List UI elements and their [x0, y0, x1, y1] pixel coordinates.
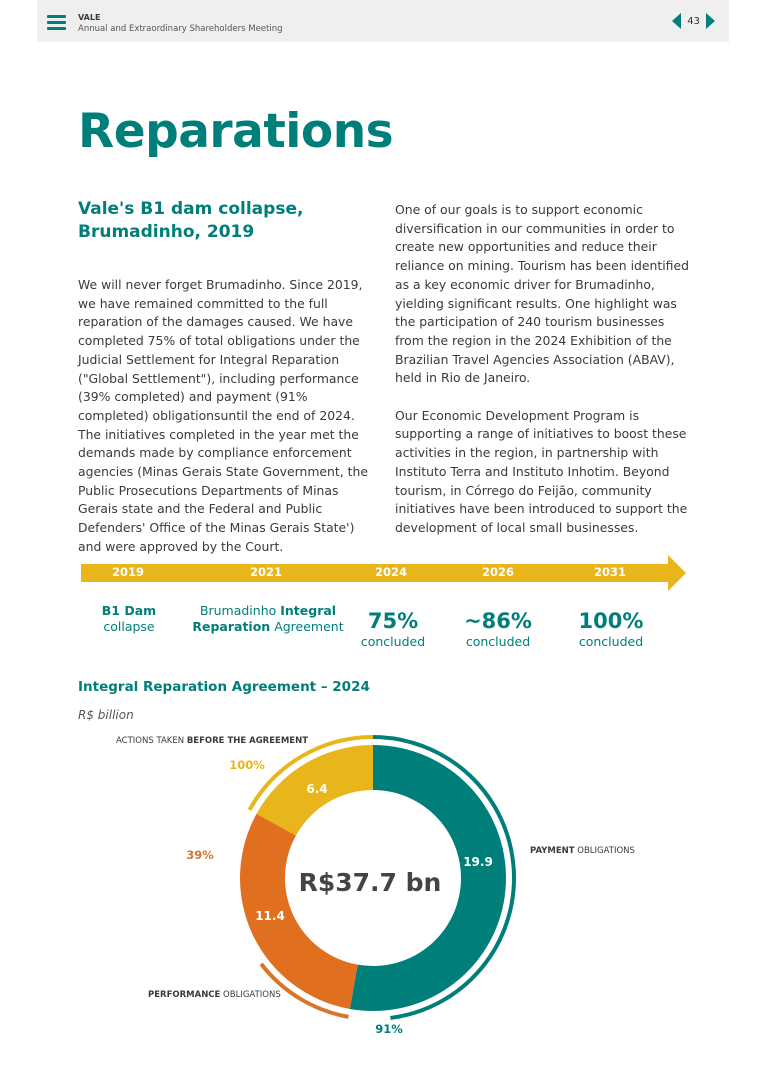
slice-label-before: 6.4	[306, 782, 328, 796]
milestone-2024	[351, 609, 435, 650]
milestone-2021-pre: Brumadinho	[199, 603, 281, 618]
timeline-year-2024: 2024	[374, 565, 407, 579]
chart-title: Integral Reparation Agreement – 2024	[78, 679, 370, 695]
chart-unit: R$ billion	[78, 708, 134, 722]
timeline-year-2031: 2031	[593, 565, 626, 579]
legend-before	[116, 736, 308, 746]
legend-performance-rest: OBLIGATIONS	[220, 990, 281, 1000]
milestone-2021-bold2: Reparation	[192, 619, 271, 634]
page-number: 43	[687, 15, 700, 27]
milestone-2026-value: ~86%	[464, 609, 532, 633]
document-subtitle: Annual and Extraordinary Shareholders Meeting	[78, 24, 283, 34]
milestone-2021-post: Agreement	[270, 619, 344, 634]
slice-label-performance: 11.4	[255, 909, 285, 923]
hamburger-menu-icon[interactable]	[47, 15, 66, 30]
milestone-2026-status: concluded	[465, 634, 531, 649]
milestone-2024-value: 75%	[367, 609, 419, 633]
milestone-2019	[84, 603, 174, 635]
page-title: Reparations	[78, 104, 394, 159]
milestone-2024-status: concluded	[360, 634, 426, 649]
brand-name: VALE	[78, 13, 101, 22]
milestone-2031	[566, 609, 656, 650]
left-paragraph: We will never forget Brumadinho. Since 2019, we have remained committed to the full reparation of the damages caused. We have completed 75% of total obligations under the Judicial Settlement for Integral Reparation ("Global Settlement"), including performance (39% completed) and payment (91% completed) obligationsuntil the end of 2024. The initiatives completed in the year met the demands made by compliance enforcement agencies (Minas Gerais State Government, the Public Prosecutions Departments of Minas Gerais state and the Federal and Public Defenders' Office of the Minas Gerais State') and were approved by the Court.	[78, 277, 368, 554]
donut-chart	[0, 720, 766, 1050]
right-paragraph-2: Our Economic Development Program is supporting a range of initiatives to boost these activities in the region, in partnership with Instituto Terra and Instituto Inhotim. Beyond tourism, in Córrego do Feijão, community initiatives have been introduced to support the development of local small businesses.	[395, 407, 688, 535]
legend-payment-rest: OBLIGATIONS	[574, 846, 635, 856]
right-paragraph-1: One of our goals is to support economic diversification in our communities in order to create new opportunities and reduce their reliance on mining. Tourism has been identified as a key economic driver for Brumadinho, yielding significant results. One highlight was the participation of 240 tourism businesses from the region in the 2024 Exhibition of the Brazilian Travel Agencies Association (ABAV), held in Rio de Janeiro.	[395, 202, 689, 386]
legend-payment-bold: PAYMENT	[530, 846, 575, 856]
milestone-2021-bold1: Integral	[280, 603, 337, 618]
milestone-2031-value: 100%	[578, 609, 644, 633]
page-navigator	[672, 12, 715, 30]
legend-performance	[148, 990, 281, 1000]
donut-total-label: R$37.7 bn	[298, 868, 442, 897]
timeline-year-2019: 2019	[111, 565, 144, 579]
milestone-2019-title: B1 Dam	[101, 603, 157, 618]
timeline-year-2021: 2021	[249, 565, 282, 579]
pct-label-performance: 39%	[186, 848, 214, 862]
left-column-text	[78, 276, 378, 557]
slice-label-payment: 19.9	[463, 855, 493, 869]
milestone-2031-status: concluded	[578, 634, 644, 649]
milestone-2019-desc: collapse	[103, 619, 155, 634]
top-bar	[37, 0, 729, 42]
section-subheading: Vale's B1 dam collapse, Brumadinho, 2019	[78, 199, 304, 242]
previous-page-icon[interactable]	[672, 13, 681, 29]
pct-label-payment: 91%	[375, 1022, 403, 1036]
legend-before-bold: BEFORE THE AGREEMENT	[186, 736, 309, 746]
milestone-2026	[452, 609, 544, 650]
legend-before-pre: ACTIONS TAKEN	[116, 736, 187, 746]
legend-performance-bold: PERFORMANCE	[148, 990, 221, 1000]
legend-payment	[530, 846, 635, 856]
timeline-year-2026: 2026	[481, 565, 514, 579]
next-page-icon[interactable]	[706, 13, 715, 29]
right-column-text	[395, 201, 690, 538]
pct-label-before: 100%	[229, 758, 265, 772]
milestone-2021	[190, 603, 346, 635]
